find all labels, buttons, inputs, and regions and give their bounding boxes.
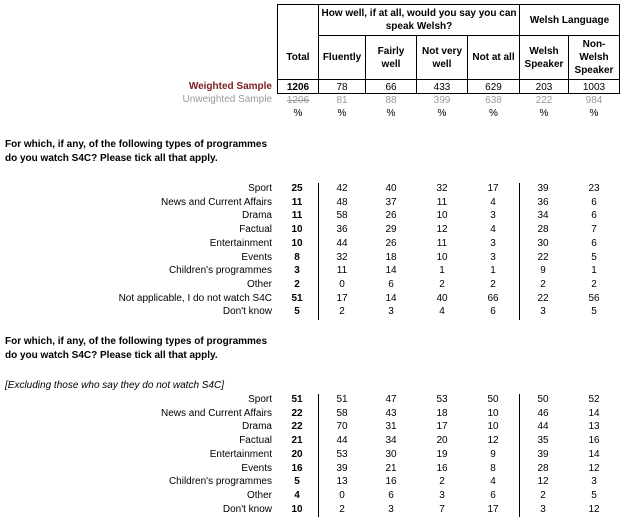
cell-notatall: 6 [490,489,496,501]
cell-fluently: 39 [336,462,348,474]
col-header-fluently: Fluently [322,52,362,63]
cell-notatall: 17 [487,503,499,515]
weighted-fluently: 78 [336,82,348,93]
cell-nonwelsh: 7 [591,224,597,236]
weighted-total: 1206 [286,82,310,93]
cell-fluently: 2 [339,503,345,515]
cell-total: 16 [291,462,303,474]
cell-total: 5 [294,306,300,318]
cell-nonwelsh: 2 [591,278,597,290]
cell-welsh: 12 [537,476,549,488]
row-label: Factual [239,224,272,236]
cell-notvery: 53 [436,394,448,405]
cell-nonwelsh: 23 [588,183,600,194]
cell-fluently: 32 [336,251,348,263]
unweighted-total: 1206 [286,95,310,106]
cell-notvery: 40 [436,292,448,304]
cell-nonwelsh: 12 [588,503,600,515]
cell-welsh: 50 [537,394,549,405]
cell-notvery: 2 [439,278,445,290]
cell-nonwelsh: 5 [591,489,597,501]
cell-nonwelsh: 6 [591,237,597,249]
cell-welsh: 22 [537,292,549,304]
cell-notvery: 4 [439,306,445,318]
unweighted-welsh: 222 [535,95,553,106]
cell-notatall: 12 [487,435,499,447]
weighted-welsh: 203 [535,82,553,93]
cell-notvery: 20 [436,435,448,447]
unweighted-notatall: 638 [485,95,502,106]
cell-fluently: 13 [336,476,348,488]
cell-notatall: 4 [490,224,496,236]
cell-total: 22 [291,407,303,419]
cell-fairly: 6 [388,278,394,290]
cell-fairly: 47 [385,394,397,405]
cell-notvery: 19 [436,448,448,460]
cell-total: 8 [294,251,300,263]
row-label: News and Current Affairs [161,407,272,419]
cell-fluently: 42 [336,183,348,194]
cell-fairly: 3 [388,306,394,318]
cell-fluently: 48 [336,196,348,208]
col-header-total: Total [286,52,310,63]
cell-welsh: 3 [540,306,546,318]
cell-total: 22 [291,421,303,433]
cell-fairly: 31 [385,421,397,433]
row-label: Sport [248,183,272,194]
cell-nonwelsh: 14 [588,407,600,419]
cell-welsh: 30 [537,237,549,249]
cell-fairly: 16 [385,476,397,488]
cell-total: 51 [291,394,303,405]
pct-fairly: % [386,108,396,119]
pct-total: % [293,108,303,119]
unweighted-fluently: 81 [336,95,348,106]
question-1-text: For which, if any, of the following types of programmes do you watch S4C? Please tick all that apply. [5,139,268,164]
cell-total: 2 [294,278,300,290]
row-label: Events [241,251,272,263]
row-label: Drama [241,421,272,433]
cell-fluently: 2 [339,306,345,318]
cell-nonwelsh: 6 [591,196,597,208]
cell-notvery: 10 [436,210,448,222]
cell-notvery: 17 [436,421,448,433]
cell-total: 11 [291,196,303,208]
cell-total: 11 [291,210,303,222]
cell-fluently: 44 [336,435,348,447]
cell-nonwelsh: 52 [588,394,600,405]
cell-fairly: 37 [385,196,397,208]
cell-notatall: 2 [490,278,496,290]
cell-fluently: 58 [336,210,348,222]
cell-nonwelsh: 6 [591,210,597,222]
cell-total: 21 [291,435,303,447]
col-header-welsh-speaker: Welsh Speaker [524,45,564,70]
row-label: Sport [248,394,272,405]
column-divider [519,183,520,320]
group-header-welsh-language: Welsh Language [529,14,610,26]
row-label: Other [246,278,272,290]
cell-notatall: 17 [487,183,499,194]
cell-fairly: 26 [385,210,397,222]
unweighted-nonwelsh: 984 [585,95,603,106]
cell-notvery: 10 [436,251,448,263]
question-2-text: For which, if any, of the following types of programmes do you watch S4C? Please tick all that apply. [5,336,268,361]
cell-fairly: 43 [385,407,397,419]
pct-notvery: % [437,108,447,119]
cell-fluently: 0 [339,278,345,290]
cell-welsh: 44 [537,421,549,433]
column-divider [318,394,319,517]
cell-fluently: 44 [336,237,348,249]
row-label: Events [241,462,272,474]
cell-notatall: 6 [490,306,496,318]
cell-total: 20 [291,448,303,460]
cell-total: 5 [294,476,300,488]
weighted-notatall: 629 [485,82,502,93]
cell-notatall: 9 [490,448,496,460]
cell-nonwelsh: 14 [588,448,600,460]
cell-notatall: 4 [490,476,496,488]
cell-welsh: 2 [540,489,546,501]
cell-notvery: 18 [436,407,448,419]
unweighted-notvery: 399 [433,95,451,106]
row-label: News and Current Affairs [161,196,272,208]
row-label: Other [246,489,272,501]
cell-nonwelsh: 3 [591,476,597,488]
cell-nonwelsh: 5 [591,251,597,263]
cell-welsh: 28 [537,462,549,474]
row-label: Don't know [222,306,272,318]
cell-notatall: 50 [487,394,499,405]
cell-total: 4 [294,489,300,501]
cell-total: 51 [291,292,303,304]
cell-welsh: 36 [537,196,549,208]
cell-welsh: 34 [537,210,549,222]
cell-notatall: 3 [490,237,496,249]
pct-notatall: % [489,108,498,119]
cell-total: 25 [291,183,303,194]
cell-welsh: 39 [537,448,549,460]
cell-fluently: 36 [336,224,348,236]
cell-notatall: 3 [490,251,496,263]
cell-nonwelsh: 13 [588,421,600,433]
row-label: Entertainment [209,237,272,249]
row-label: Children's programmes [168,265,272,277]
pct-nonwelsh: % [589,108,599,119]
cell-notvery: 7 [439,503,445,515]
cell-total: 10 [291,224,303,236]
cell-welsh: 3 [540,503,546,515]
row-label: Children's programmes [168,476,272,488]
weighted-notvery: 433 [433,82,451,93]
cell-total: 3 [294,265,300,277]
cell-nonwelsh: 1 [591,265,597,277]
weighted-sample-label: Weighted Sample [188,81,272,92]
cell-notvery: 2 [439,476,445,488]
cell-fluently: 11 [336,265,348,277]
cell-nonwelsh: 56 [588,292,600,304]
cell-notvery: 12 [436,224,448,236]
cell-nonwelsh: 16 [588,435,600,447]
weighted-nonwelsh: 1003 [582,82,606,93]
cell-notatall: 66 [487,292,499,304]
cell-notatall: 8 [490,462,496,474]
cell-notvery: 32 [436,183,448,194]
cell-fairly: 34 [385,435,397,447]
cell-fairly: 30 [385,448,397,460]
cell-total: 10 [291,237,303,249]
cell-fluently: 58 [336,407,348,419]
cell-notvery: 11 [436,237,448,249]
column-divider [318,183,319,320]
cell-fairly: 14 [385,292,397,304]
row-label: Not applicable, I do not watch S4C [118,292,272,304]
cell-fairly: 29 [385,224,397,236]
unweighted-sample-label: Unweighted Sample [182,94,272,105]
pct-fluently: % [337,108,347,119]
cell-notvery: 11 [436,196,448,208]
group-header-welsh-ability: How well, if at all, would you say you can speak Welsh? [321,8,517,32]
cell-notatall: 4 [490,196,496,208]
cell-welsh: 39 [537,183,549,194]
col-header-non-welsh-speaker: Non-Welsh Speaker [574,39,614,76]
cell-notvery: 1 [439,265,445,277]
cell-fluently: 0 [339,489,345,501]
cell-fairly: 6 [388,489,394,501]
cell-fairly: 14 [385,265,397,277]
weighted-fairly: 66 [385,82,397,93]
cell-fairly: 26 [385,237,397,249]
cell-fluently: 53 [336,448,348,460]
cell-notatall: 1 [490,265,496,277]
row-label: Drama [241,210,272,222]
cell-welsh: 28 [537,224,549,236]
row-label: Don't know [222,503,272,515]
cell-nonwelsh: 12 [588,462,600,474]
col-header-not-at-all: Not at all [472,52,515,63]
cell-fairly: 3 [388,503,394,515]
cell-welsh: 2 [540,278,546,290]
row-label: Entertainment [209,448,272,460]
row-label: Factual [239,435,272,447]
cell-notvery: 3 [439,489,445,501]
cell-notatall: 10 [487,421,499,433]
cell-welsh: 9 [540,265,546,277]
pct-welsh: % [539,108,549,119]
column-divider [519,394,520,517]
unweighted-fairly: 88 [385,95,397,106]
cell-fairly: 21 [385,462,397,474]
cell-fluently: 17 [336,292,348,304]
question-2-note: [Excluding those who say they do not watch S4C] [5,380,225,391]
cell-notatall: 10 [487,407,499,419]
cell-fairly: 18 [385,251,397,263]
cell-notatall: 3 [490,210,496,222]
cell-fluently: 51 [336,394,348,405]
cell-total: 10 [291,503,303,515]
cell-notvery: 16 [436,462,448,474]
cell-welsh: 35 [537,435,549,447]
cell-welsh: 22 [537,251,549,263]
cell-fluently: 70 [336,421,348,433]
col-header-not-very-well: Not very well [421,45,462,70]
col-header-fairly-well: Fairly well [377,45,405,70]
cell-fairly: 40 [385,183,397,194]
cell-nonwelsh: 5 [591,306,597,318]
cell-welsh: 46 [537,407,549,419]
